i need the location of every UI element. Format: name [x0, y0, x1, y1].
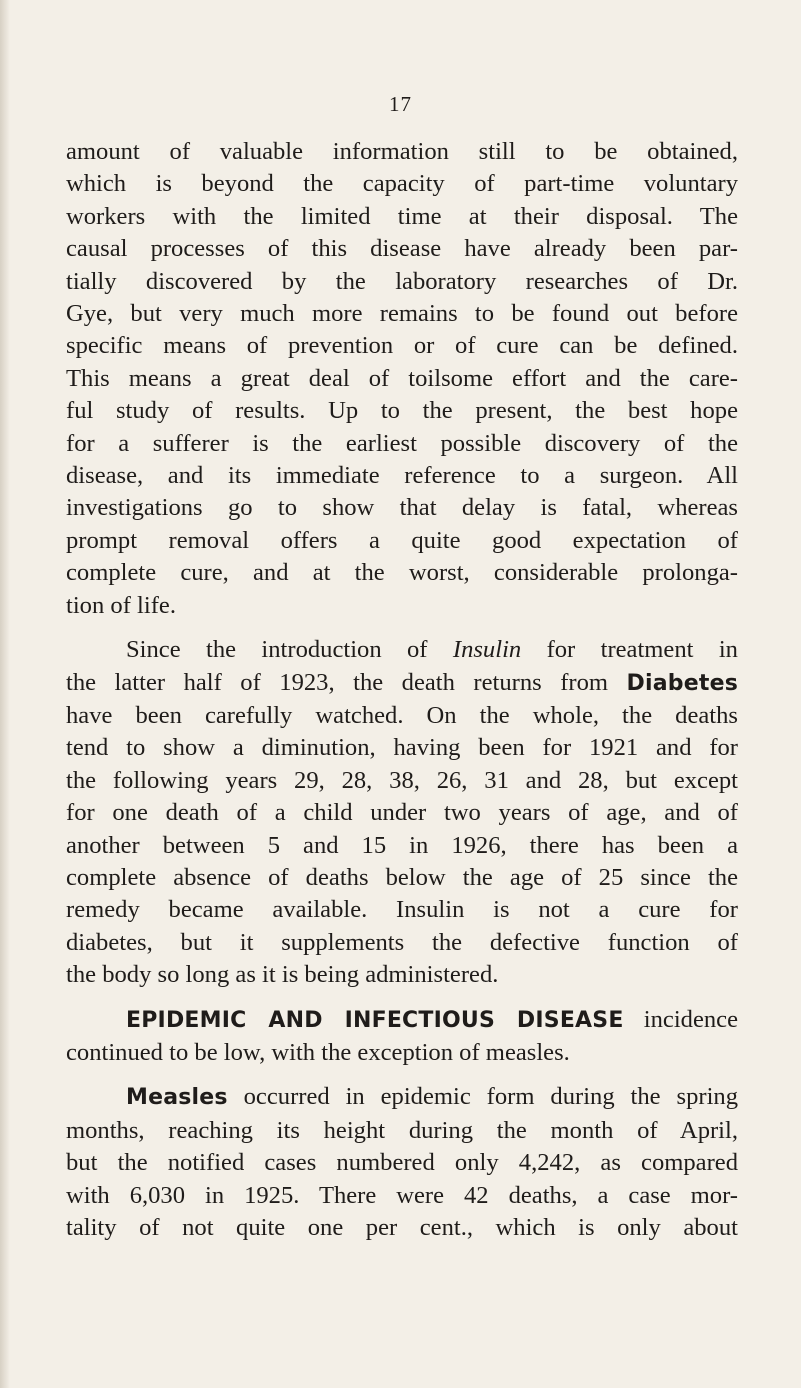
text-line: remedy became available. Insulin is not a cure for	[66, 896, 738, 924]
measles-heading: Measles	[126, 1085, 228, 1111]
text-line: another between 5 and 15 in 1926, there has been a	[66, 831, 738, 859]
page-spine-shadow	[0, 0, 10, 1388]
text-line: disease, and its immediate reference to a surgeon. All	[66, 462, 738, 490]
text-line: workers with the limited time at their disposal. The	[66, 202, 738, 230]
text-line: tend to show a diminution, having been for 1921 and for	[66, 734, 738, 762]
section-heading: EPIDEMIC AND INFECTIOUS DISEASE	[126, 1007, 624, 1033]
text-line: have been carefully watched. On the whole, the deaths	[66, 701, 738, 729]
diabetes-term: Diabetes	[626, 670, 738, 696]
text-line: for one death of a child under two years of age, and of	[66, 799, 738, 827]
paragraph-gap	[66, 992, 738, 1004]
text-line: ful study of results. Up to the present, the best hope	[66, 397, 738, 425]
text-line: investigations go to show that delay is fatal, whereas	[66, 494, 738, 522]
text-line	[66, 667, 738, 700]
text-span: Since the introduction of	[126, 636, 453, 664]
paragraph-cancer-research	[66, 136, 738, 622]
text-line: complete cure, and at the worst, considerable prolonga-	[66, 559, 738, 587]
text-line: tially discovered by the laboratory researches of Dr.	[66, 267, 738, 295]
text-line: amount of valuable information still to be obtained,	[66, 138, 738, 165]
paragraph-diabetes	[66, 634, 738, 991]
text-line: tality of not quite one per cent., which is only about	[66, 1214, 738, 1241]
text-line: diabetes, but it supplements the defective function of	[66, 928, 738, 956]
body-text	[66, 136, 738, 1244]
text-line: Gye, but very much more remains to be found out before	[66, 300, 738, 328]
text-line: the body so long as it is being administered.	[66, 961, 499, 989]
text-line: specific means of prevention or of cure can be defined.	[66, 332, 738, 360]
text-span: the latter half of 1923, the death returns from	[66, 668, 627, 696]
paragraph-measles	[66, 1081, 738, 1244]
text-line: complete absence of deaths below the age of 25 since the	[66, 863, 738, 891]
paragraph-gap	[66, 622, 738, 634]
text-line	[66, 1004, 738, 1037]
text-line: continued to be low, with the exception of measles.	[66, 1038, 570, 1066]
page-number: 17	[389, 92, 412, 116]
text-line: This means a great deal of toilsome effort and the care-	[66, 364, 738, 392]
text-line: prompt removal offers a quite good expectation of	[66, 526, 738, 554]
text-line: with 6,030 in 1925. There were 42 deaths, a case mor-	[66, 1181, 738, 1209]
text-line: but the notified cases numbered only 4,242, as compared	[66, 1149, 738, 1177]
text-line: which is beyond the capacity of part-time voluntary	[66, 170, 738, 198]
text-line	[66, 634, 738, 666]
text-line: causal processes of this disease have already been par-	[66, 235, 738, 263]
text-line: tion of life.	[66, 591, 176, 619]
text-line	[66, 1081, 738, 1114]
text-span: incidence	[623, 1005, 738, 1033]
text-line: for a sufferer is the earliest possible discovery of the	[66, 429, 738, 457]
text-span: occurred in epidemic form during the spring	[227, 1083, 738, 1111]
text-line: months, reaching its height during the month of April,	[66, 1116, 738, 1144]
insulin-term: Insulin	[452, 636, 522, 664]
paragraph-gap	[66, 1069, 738, 1081]
paragraph-epidemic-disease	[66, 1004, 738, 1070]
text-span: for treatment in	[521, 636, 738, 664]
text-line: the following years 29, 28, 38, 26, 31 and 28, but except	[66, 766, 738, 794]
